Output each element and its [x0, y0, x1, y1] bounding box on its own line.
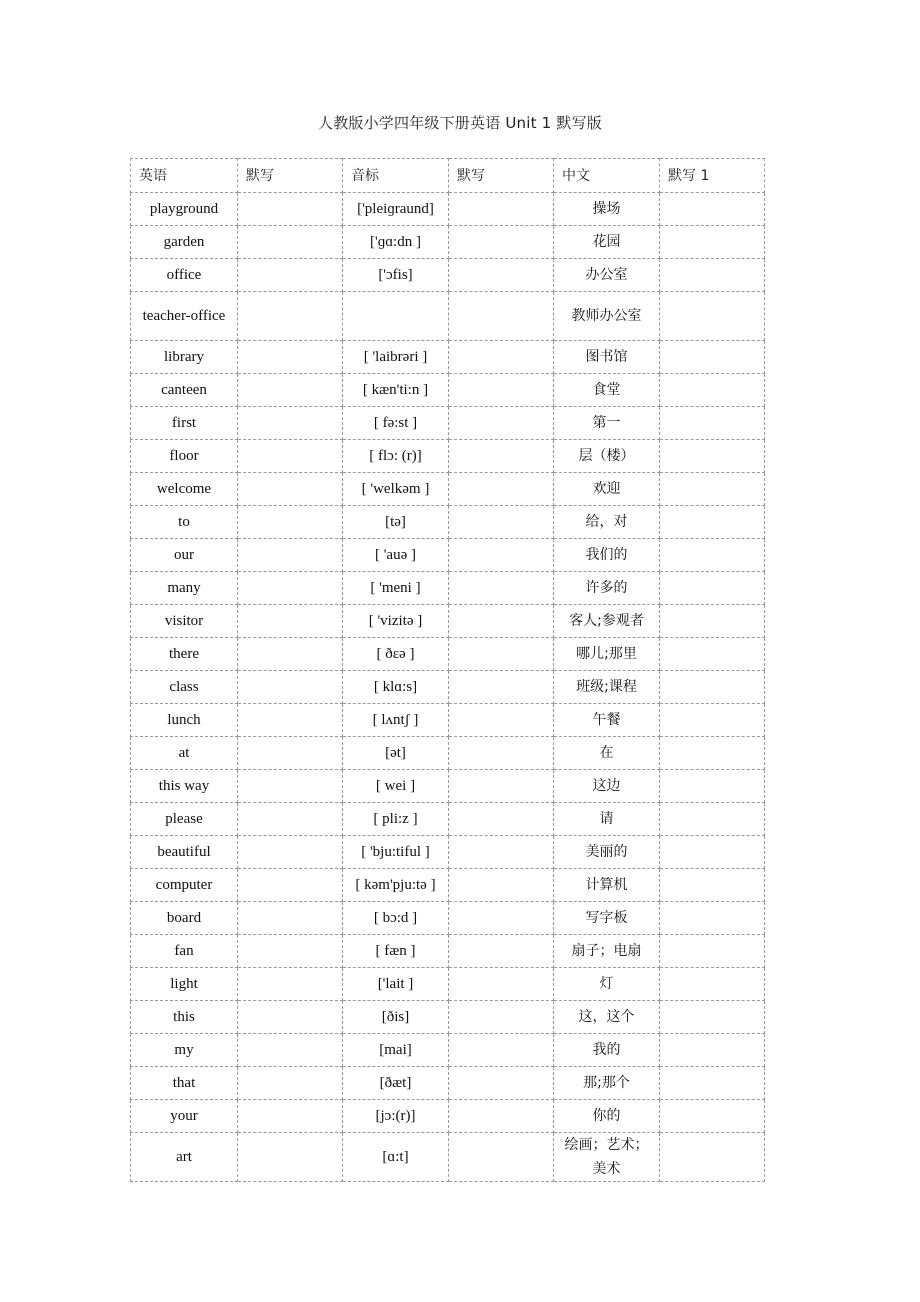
- word-chinese: 请: [554, 803, 660, 836]
- word-chinese: 教师办公室: [554, 292, 660, 341]
- dictation-cell-chinese[interactable]: [660, 341, 765, 374]
- word-phonetic: [ 'meni ]: [343, 572, 449, 605]
- word-phonetic: [ klɑ:s]: [343, 671, 449, 704]
- word-chinese: 我的: [554, 1034, 660, 1067]
- dictation-cell-english[interactable]: [238, 1067, 343, 1100]
- table-row: [131, 1067, 765, 1100]
- word-phonetic: [ lʌntʃ ]: [343, 704, 449, 737]
- table-row: [131, 407, 765, 440]
- word-phonetic: [ 'welkəm ]: [343, 473, 449, 506]
- word-chinese: 层（楼）: [554, 440, 660, 473]
- header-english: 英语: [131, 159, 238, 193]
- dictation-cell-phonetic[interactable]: [449, 193, 554, 226]
- dictation-cell-english[interactable]: [238, 193, 343, 226]
- word-english: my: [131, 1034, 238, 1067]
- word-phonetic: ['pleiɡraund]: [343, 193, 449, 226]
- word-english: this way: [131, 770, 238, 803]
- dictation-cell-phonetic[interactable]: [449, 572, 554, 605]
- dictation-cell-phonetic[interactable]: [449, 292, 554, 341]
- dictation-cell-english[interactable]: [238, 1133, 343, 1182]
- dictation-cell-phonetic[interactable]: [449, 1067, 554, 1100]
- dictation-cell-english[interactable]: [238, 737, 343, 770]
- word-phonetic: [tə]: [343, 506, 449, 539]
- dictation-cell-phonetic[interactable]: [449, 869, 554, 902]
- dictation-cell-english[interactable]: [238, 440, 343, 473]
- word-english: your: [131, 1100, 238, 1133]
- table-row: [131, 737, 765, 770]
- dictation-cell-phonetic[interactable]: [449, 836, 554, 869]
- dictation-cell-phonetic[interactable]: [449, 605, 554, 638]
- word-phonetic: [ 'laibrəri ]: [343, 341, 449, 374]
- dictation-cell-chinese[interactable]: [660, 374, 765, 407]
- word-chinese: 这边: [554, 770, 660, 803]
- dictation-cell-english[interactable]: [238, 1034, 343, 1067]
- word-phonetic: [ ðεə ]: [343, 638, 449, 671]
- word-english: at: [131, 737, 238, 770]
- dictation-cell-chinese[interactable]: [660, 935, 765, 968]
- dictation-cell-english[interactable]: [238, 902, 343, 935]
- dictation-cell-phonetic[interactable]: [449, 638, 554, 671]
- vocabulary-table-body: [131, 159, 765, 1182]
- dictation-cell-chinese[interactable]: [660, 1100, 765, 1133]
- table-row: [131, 704, 765, 737]
- dictation-cell-chinese[interactable]: [660, 638, 765, 671]
- table-row: [131, 572, 765, 605]
- dictation-cell-phonetic[interactable]: [449, 737, 554, 770]
- word-english: office: [131, 259, 238, 292]
- dictation-cell-english[interactable]: [238, 341, 343, 374]
- word-phonetic: [ kəm'pju:tə ]: [343, 869, 449, 902]
- table-row: [131, 440, 765, 473]
- word-english: garden: [131, 226, 238, 259]
- dictation-cell-phonetic[interactable]: [449, 440, 554, 473]
- word-chinese: 扇子；电扇: [554, 935, 660, 968]
- table-row: [131, 836, 765, 869]
- dictation-cell-chinese[interactable]: [660, 292, 765, 341]
- word-english: class: [131, 671, 238, 704]
- table-row: [131, 605, 765, 638]
- table-row: [131, 1034, 765, 1067]
- word-chinese: 这，这个: [554, 1001, 660, 1034]
- dictation-cell-chinese[interactable]: [660, 572, 765, 605]
- dictation-cell-phonetic[interactable]: [449, 1100, 554, 1133]
- dictation-cell-english[interactable]: [238, 803, 343, 836]
- word-chinese: 计算机: [554, 869, 660, 902]
- word-english: our: [131, 539, 238, 572]
- word-english: computer: [131, 869, 238, 902]
- word-english: visitor: [131, 605, 238, 638]
- word-english: floor: [131, 440, 238, 473]
- word-english: board: [131, 902, 238, 935]
- dictation-cell-chinese[interactable]: [660, 869, 765, 902]
- word-phonetic: [ 'bju:tiful ]: [343, 836, 449, 869]
- dictation-cell-phonetic[interactable]: [449, 407, 554, 440]
- dictation-cell-phonetic[interactable]: [449, 539, 554, 572]
- header-dictation-english: 默写: [238, 159, 343, 193]
- dictation-cell-english[interactable]: [238, 869, 343, 902]
- table-row: [131, 935, 765, 968]
- dictation-cell-english[interactable]: [238, 704, 343, 737]
- dictation-cell-chinese[interactable]: [660, 836, 765, 869]
- dictation-cell-phonetic[interactable]: [449, 1001, 554, 1034]
- dictation-cell-english[interactable]: [238, 1001, 343, 1034]
- dictation-cell-english[interactable]: [238, 671, 343, 704]
- table-row: [131, 374, 765, 407]
- table-header-row: [131, 159, 765, 193]
- word-chinese: 哪儿;那里: [554, 638, 660, 671]
- word-english: welcome: [131, 473, 238, 506]
- word-phonetic: [ kæn'ti:n ]: [343, 374, 449, 407]
- dictation-cell-phonetic[interactable]: [449, 341, 554, 374]
- table-row: [131, 539, 765, 572]
- dictation-cell-english[interactable]: [238, 407, 343, 440]
- dictation-cell-chinese[interactable]: [660, 193, 765, 226]
- word-english: playground: [131, 193, 238, 226]
- word-chinese: 客人;参观者: [554, 605, 660, 638]
- dictation-cell-english[interactable]: [238, 226, 343, 259]
- table-row: [131, 869, 765, 902]
- word-chinese: 给，对: [554, 506, 660, 539]
- word-phonetic: [ət]: [343, 737, 449, 770]
- word-phonetic: [ 'vizitə ]: [343, 605, 449, 638]
- word-phonetic: [jɔ:(r)]: [343, 1100, 449, 1133]
- word-phonetic: [ðæt]: [343, 1067, 449, 1100]
- table-row: [131, 770, 765, 803]
- word-phonetic: [ wei ]: [343, 770, 449, 803]
- dictation-cell-chinese[interactable]: [660, 671, 765, 704]
- word-english: many: [131, 572, 238, 605]
- dictation-cell-chinese[interactable]: [660, 259, 765, 292]
- word-english: library: [131, 341, 238, 374]
- page-title: 人教版小学四年级下册英语 Unit 1 默写版: [318, 114, 602, 132]
- word-phonetic: [mai]: [343, 1034, 449, 1067]
- word-english: that: [131, 1067, 238, 1100]
- dictation-cell-english[interactable]: [238, 539, 343, 572]
- word-english: there: [131, 638, 238, 671]
- dictation-cell-english[interactable]: [238, 572, 343, 605]
- table-row: [131, 259, 765, 292]
- word-phonetic: ['ɔfis]: [343, 259, 449, 292]
- dictation-cell-chinese[interactable]: [660, 226, 765, 259]
- dictation-cell-phonetic[interactable]: [449, 968, 554, 1001]
- word-chinese: 写字板: [554, 902, 660, 935]
- word-chinese: 我们的: [554, 539, 660, 572]
- dictation-cell-english[interactable]: [238, 770, 343, 803]
- dictation-cell-chinese[interactable]: [660, 902, 765, 935]
- dictation-cell-chinese[interactable]: [660, 968, 765, 1001]
- word-phonetic: [ɑ:t]: [343, 1133, 449, 1182]
- word-english: to: [131, 506, 238, 539]
- word-phonetic: [ 'auə ]: [343, 539, 449, 572]
- word-phonetic: [ fə:st ]: [343, 407, 449, 440]
- table-row: [131, 968, 765, 1001]
- dictation-cell-english[interactable]: [238, 836, 343, 869]
- dictation-cell-chinese[interactable]: [660, 473, 765, 506]
- word-phonetic: ['lait ]: [343, 968, 449, 1001]
- word-chinese: 那;那个: [554, 1067, 660, 1100]
- word-english: fan: [131, 935, 238, 968]
- word-english: first: [131, 407, 238, 440]
- word-phonetic: [343, 292, 449, 341]
- dictation-cell-chinese[interactable]: [660, 770, 765, 803]
- word-chinese: 绘画；艺术；美术: [554, 1133, 660, 1182]
- word-english: this: [131, 1001, 238, 1034]
- dictation-cell-chinese[interactable]: [660, 1034, 765, 1067]
- word-chinese: 你的: [554, 1100, 660, 1133]
- dictation-cell-chinese[interactable]: [660, 803, 765, 836]
- dictation-cell-phonetic[interactable]: [449, 935, 554, 968]
- word-phonetic: [ pli:z ]: [343, 803, 449, 836]
- word-chinese: 花园: [554, 226, 660, 259]
- header-dictation-chinese: 默写 1: [660, 159, 765, 193]
- word-phonetic: [ bɔ:d ]: [343, 902, 449, 935]
- dictation-cell-english[interactable]: [238, 259, 343, 292]
- word-chinese: 欢迎: [554, 473, 660, 506]
- table-row: [131, 506, 765, 539]
- word-chinese: 许多的: [554, 572, 660, 605]
- word-english: canteen: [131, 374, 238, 407]
- word-chinese: 灯: [554, 968, 660, 1001]
- dictation-cell-phonetic[interactable]: [449, 259, 554, 292]
- dictation-cell-phonetic[interactable]: [449, 803, 554, 836]
- dictation-cell-chinese[interactable]: [660, 704, 765, 737]
- header-chinese: 中文: [554, 159, 660, 193]
- word-chinese: 办公室: [554, 259, 660, 292]
- word-chinese: 班级;课程: [554, 671, 660, 704]
- dictation-cell-english[interactable]: [238, 605, 343, 638]
- word-english: beautiful: [131, 836, 238, 869]
- table-row: [131, 902, 765, 935]
- table-row: [131, 638, 765, 671]
- dictation-cell-chinese[interactable]: [660, 506, 765, 539]
- table-row: [131, 473, 765, 506]
- dictation-cell-phonetic[interactable]: [449, 226, 554, 259]
- table-row: [131, 671, 765, 704]
- word-english: teacher-office: [131, 292, 238, 341]
- table-row: [131, 803, 765, 836]
- word-phonetic: [ fæn ]: [343, 935, 449, 968]
- table-row: [131, 292, 765, 341]
- dictation-cell-english[interactable]: [238, 1100, 343, 1133]
- dictation-cell-english[interactable]: [238, 473, 343, 506]
- dictation-cell-chinese[interactable]: [660, 407, 765, 440]
- table-row: [131, 1100, 765, 1133]
- dictation-cell-chinese[interactable]: [660, 539, 765, 572]
- dictation-cell-english[interactable]: [238, 506, 343, 539]
- dictation-cell-english[interactable]: [238, 968, 343, 1001]
- table-row: [131, 1001, 765, 1034]
- word-chinese: 食堂: [554, 374, 660, 407]
- word-chinese: 操场: [554, 193, 660, 226]
- word-phonetic: [ flɔ: (r)]: [343, 440, 449, 473]
- dictation-cell-phonetic[interactable]: [449, 1133, 554, 1182]
- dictation-cell-chinese[interactable]: [660, 737, 765, 770]
- table-row: [131, 341, 765, 374]
- dictation-cell-phonetic[interactable]: [449, 902, 554, 935]
- word-english: please: [131, 803, 238, 836]
- dictation-cell-english[interactable]: [238, 374, 343, 407]
- table-row: [131, 1133, 765, 1182]
- header-dictation-phonetic: 默写: [449, 159, 554, 193]
- dictation-cell-english[interactable]: [238, 638, 343, 671]
- vocabulary-table: [130, 158, 765, 1182]
- word-english: lunch: [131, 704, 238, 737]
- dictation-cell-phonetic[interactable]: [449, 770, 554, 803]
- header-phonetic: 音标: [343, 159, 449, 193]
- word-english: light: [131, 968, 238, 1001]
- dictation-cell-phonetic[interactable]: [449, 704, 554, 737]
- table-row: [131, 193, 765, 226]
- dictation-cell-chinese[interactable]: [660, 440, 765, 473]
- word-chinese: 图书馆: [554, 341, 660, 374]
- dictation-cell-phonetic[interactable]: [449, 473, 554, 506]
- word-phonetic: [ðis]: [343, 1001, 449, 1034]
- word-chinese: 在: [554, 737, 660, 770]
- word-english: art: [131, 1133, 238, 1182]
- dictation-cell-phonetic[interactable]: [449, 506, 554, 539]
- dictation-cell-chinese[interactable]: [660, 1133, 765, 1182]
- dictation-cell-phonetic[interactable]: [449, 1034, 554, 1067]
- word-phonetic: ['ɡɑ:dn ]: [343, 226, 449, 259]
- dictation-cell-english[interactable]: [238, 292, 343, 341]
- word-chinese: 午餐: [554, 704, 660, 737]
- dictation-cell-chinese[interactable]: [660, 1067, 765, 1100]
- dictation-cell-chinese[interactable]: [660, 605, 765, 638]
- dictation-cell-english[interactable]: [238, 935, 343, 968]
- dictation-cell-phonetic[interactable]: [449, 374, 554, 407]
- dictation-cell-phonetic[interactable]: [449, 671, 554, 704]
- word-chinese: 美丽的: [554, 836, 660, 869]
- word-chinese: 第一: [554, 407, 660, 440]
- dictation-cell-chinese[interactable]: [660, 1001, 765, 1034]
- table-row: [131, 226, 765, 259]
